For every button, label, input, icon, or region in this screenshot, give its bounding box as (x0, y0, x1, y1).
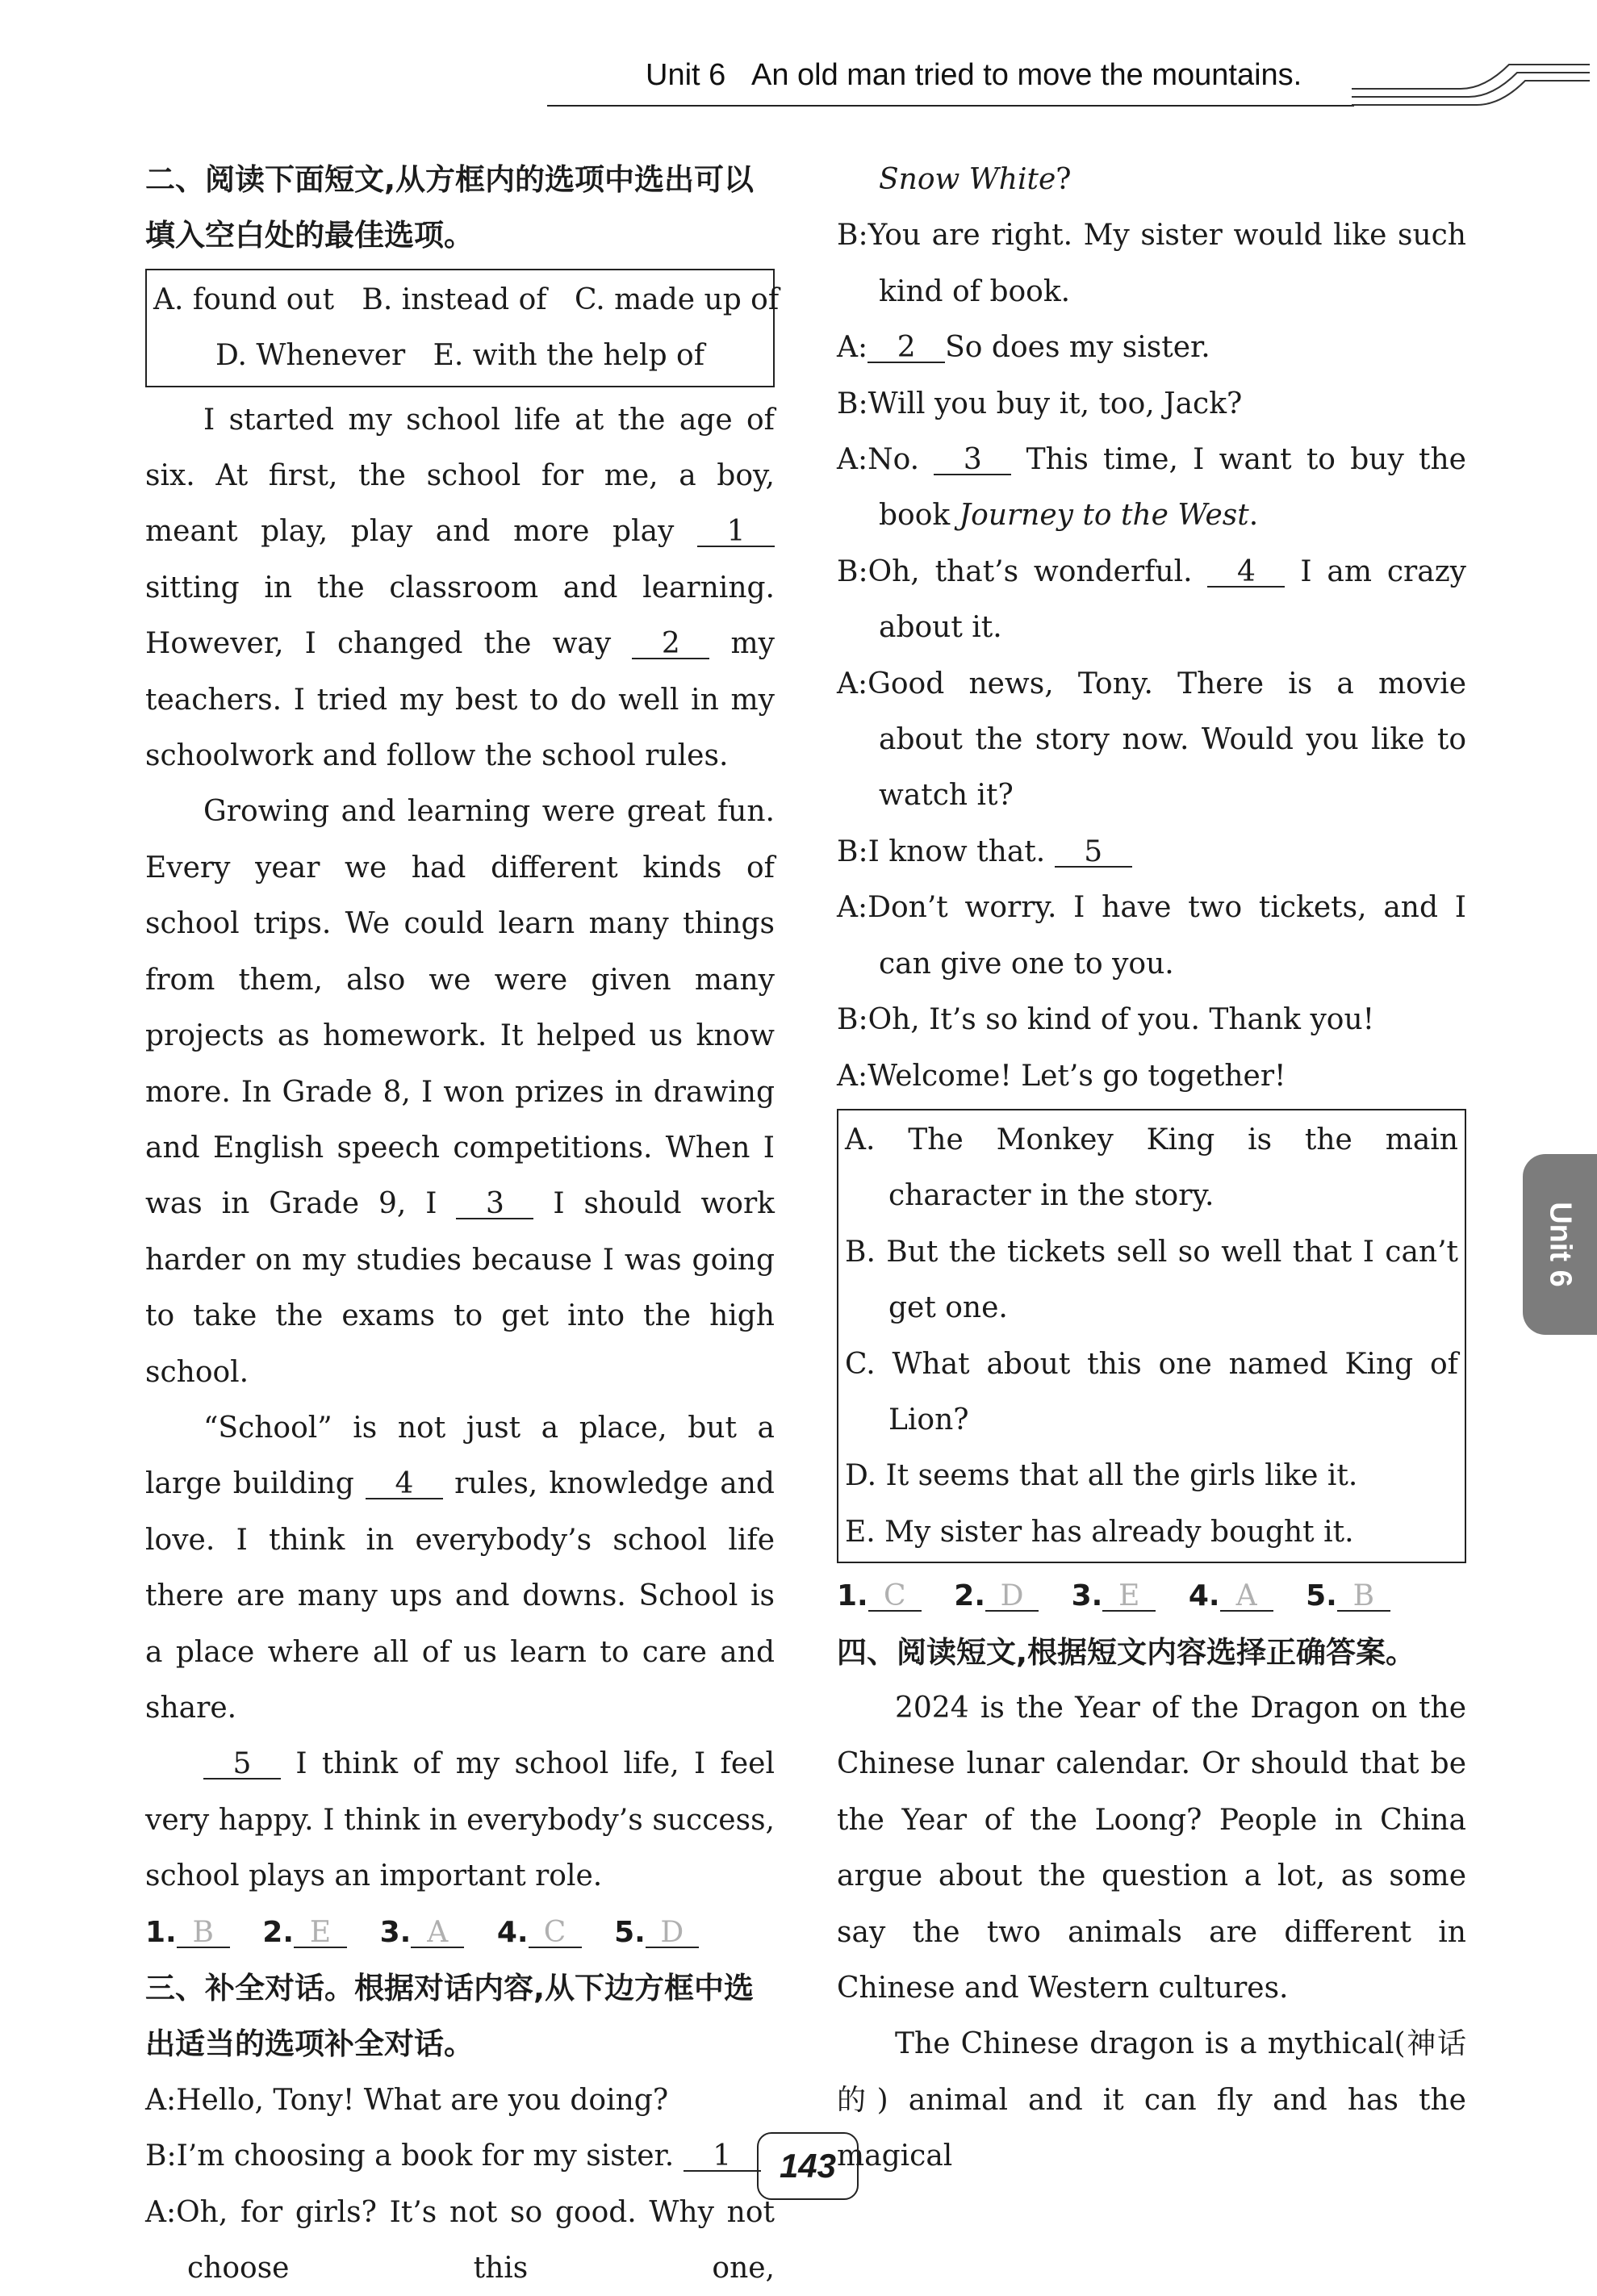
side-tab-label: Unit 6 (1543, 1202, 1578, 1287)
dialogue-line: B:I know that. 5 (837, 824, 1466, 880)
section2-instruction: 二、阅读下面短文,从方框内的选项中选出可以填入空白处的最佳选项。 (145, 162, 755, 253)
header-rule (547, 105, 1354, 107)
header-decoration (1348, 48, 1590, 113)
answer-slot[interactable]: C (868, 1583, 922, 1612)
dialogue-line: A: 2 So does my sister. (837, 331, 1210, 365)
answer-slot[interactable]: E (1102, 1583, 1156, 1612)
dialogue-line: A:Hello, Tony! What are you doing? (145, 2083, 669, 2117)
passage-paragraph-4: 5 I think of my school life, I feel very happy. I think in everybody’s success, school plays an important role. (145, 1747, 775, 1893)
dialogue-line: B:I’m choosing a book for my sister. 1 (145, 2128, 775, 2184)
option-e: E. My sister has already bought it. (845, 1515, 1354, 1549)
section2-options-box (145, 269, 780, 387)
blank-3[interactable]: 3 (456, 1190, 533, 1219)
section3-instruction: 三、补全对话。根据对话内容,从下边方框中选出适当的选项补全对话。 (145, 1971, 755, 2062)
dialogue-blank-4[interactable]: 4 (1207, 558, 1285, 588)
passage-paragraph-2: Growing and learning were great fun. Every year we had different kinds of school trips. We could learn many things from them, also we were given many projects as homework. It helped us know more. In Grade 8, I won prizes in drawing and English speech competitions. When I was in Grade 9, I 3 I should work harder on my studies because I was going to take the exams to get into the high school. (145, 795, 775, 1389)
dialogue-blank-2[interactable]: 2 (867, 334, 945, 363)
section3-answer-row: 1. C 2. D 3. E 4. A 5. B (837, 1568, 1466, 1624)
option-d: D. It seems that all the girls like it. (845, 1459, 1358, 1493)
right-column (837, 152, 1466, 2185)
dialogue-line: A:Good news, Tony. There is a movie about the story now. Would you like to watch it? (837, 667, 1466, 813)
section3-options-box (837, 1109, 1466, 1563)
blank-2[interactable]: 2 (632, 630, 709, 659)
section2-answer-row: 1. B 2. E 3. A 4. C 5. D (145, 1905, 775, 1960)
passage-paragraph-1: I started my school life at the age of six. At first, the school for me, a boy, meant play, play and more play 1 sitting in the classroom and learning. However, I changed the way 2 my teachers. I tried my best to do well in my schoolwork and follow the school rules. (145, 403, 775, 773)
left-column (145, 152, 780, 2296)
answer-slot[interactable]: B (1337, 1583, 1390, 1612)
dialogue-line: B:Oh, It’s so kind of you. Thank you! (837, 1003, 1375, 1037)
dialogue-line: B:Will you buy it, too, Jack? (837, 387, 1243, 420)
option-c: C. What about this one named King of Lion? (845, 1347, 1458, 1437)
option-b: B. But the tickets sell so well that I can’t get one. (845, 1235, 1458, 1325)
answer-slot[interactable]: D (985, 1583, 1039, 1612)
dialogue-line: B:Oh, that’s wonderful. 4 I am crazy about it. (837, 554, 1466, 645)
reading-paragraph-1: 2024 is the Year of the Dragon on the Chinese lunar calendar. Or should that be the Year of the Loong? People in China argue about the question a lot, as some say the two animals are different in Chinese and Western cultures. (837, 1691, 1466, 2005)
reading-paragraph-2: The Chinese dragon is a mythical(神话的) animal and it can fly and has the magical (837, 2027, 1466, 2173)
header-title: An old man tried to move the mountains. (750, 58, 1302, 92)
dialogue-blank-1[interactable]: 1 (684, 2143, 761, 2172)
answer-slot[interactable]: D (646, 1919, 699, 1948)
running-header (646, 58, 1302, 93)
dialogue-blank-3[interactable]: 3 (934, 446, 1011, 475)
passage-paragraph-3: “School” is not just a place, but a large building 4 rules, knowledge and love. I think in everybody’s school life there are many ups and downs. School is a place where all of us learn to care and share. (145, 1411, 775, 1725)
answer-slot[interactable]: C (529, 1919, 582, 1948)
answer-slot[interactable]: B (177, 1919, 230, 1948)
dialogue-line: A:No. 3 This time, I want to buy the book Journey to the West. (837, 443, 1466, 533)
section2-options-line1: A. found out B. instead of C. made up of (153, 282, 780, 316)
unit-side-tab (1523, 1154, 1597, 1335)
dialogue-line: A:Welcome! Let’s go together! (837, 1059, 1286, 1093)
option-a: A. The Monkey King is the main character in the story. (845, 1123, 1458, 1213)
section2-options-line2: D. Whenever E. with the help of (215, 339, 705, 373)
blank-4[interactable]: 4 (366, 1470, 443, 1499)
blank-5[interactable]: 5 (203, 1750, 281, 1780)
dialogue-line-continued: Snow White? (879, 163, 1072, 196)
answer-slot[interactable]: A (411, 1919, 464, 1948)
dialogue-line: A:Don’t worry. I have two tickets, and I can give one to you. (837, 891, 1466, 981)
header-unit: Unit 6 (646, 58, 726, 92)
section4-instruction: 四、阅读短文,根据短文内容选择正确答案。 (837, 1634, 1416, 1670)
blank-1[interactable]: 1 (697, 518, 775, 547)
dialogue-line: B:You are right. My sister would like such kind of book. (837, 219, 1466, 308)
page-number: 143 (757, 2132, 859, 2200)
dialogue-line: A:Oh, for girls? It’s not so good. Why not choose this one, (145, 2195, 775, 2286)
dialogue-blank-5[interactable]: 5 (1055, 839, 1132, 868)
answer-slot[interactable]: A (1220, 1583, 1273, 1612)
answer-slot[interactable]: E (294, 1919, 347, 1948)
